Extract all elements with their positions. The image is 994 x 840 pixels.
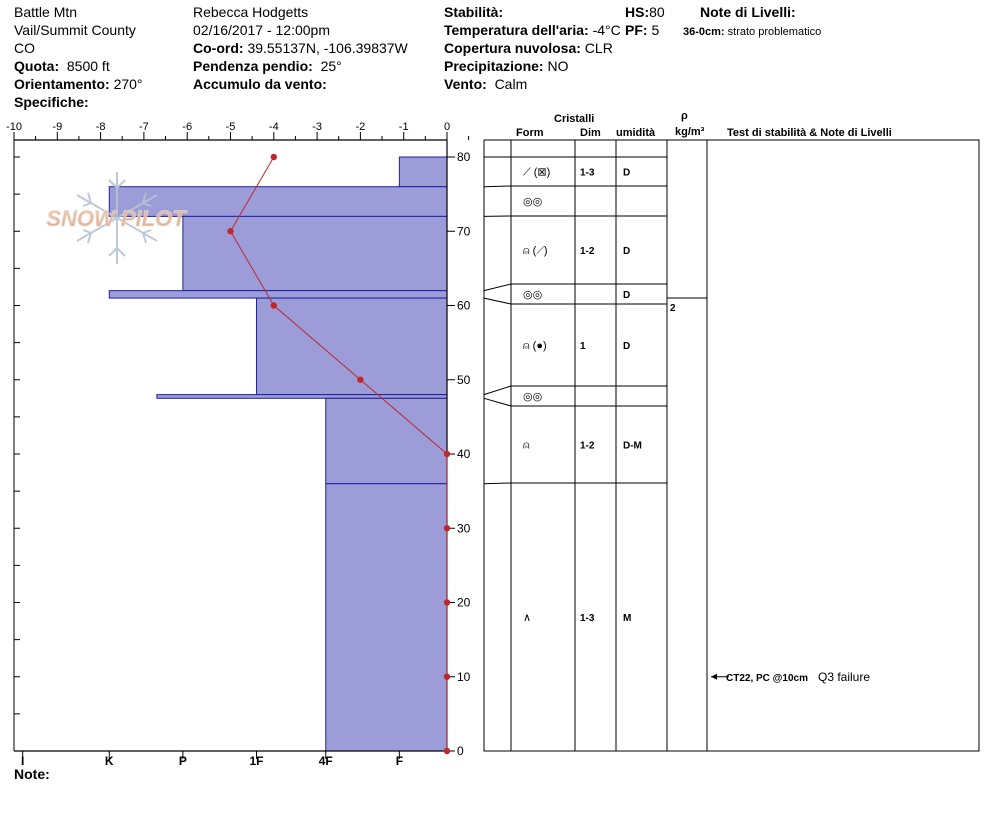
wind-label: Vento: [444,76,487,92]
wind-value: Calm [494,76,528,92]
hardness-profile [109,157,447,751]
observer-name: Rebecca Hodgetts [193,4,309,20]
temp-tick-label: -4 [268,121,279,133]
temperature-point [444,451,450,457]
form-header: Form [516,127,544,139]
moisture-header: umidità [616,127,656,139]
height-tick-label: 40 [457,447,471,461]
moisture: D-M [623,440,642,452]
temp-tick-label: -3 [312,121,322,133]
height-tick-label: 80 [457,150,471,164]
cloud-value: CLR [584,40,613,56]
density-header-symbol: ρ [681,110,688,122]
grain-size: 1 [580,341,586,352]
grain-form-symbol: ◎◎ [523,391,543,403]
hardness-bar [183,216,447,290]
grain-form-symbol: ⍝ [523,439,530,452]
height-tick-label: 30 [457,521,471,536]
temperature-point [444,674,450,680]
stability-label: Stabilità: [444,4,504,20]
moisture: M [623,613,632,624]
hardness-label: I [20,754,25,768]
grain-form-symbol: ⍝ (⟋) [523,245,548,257]
hardness-bar [399,157,447,187]
height-tick-label: 10 [457,669,471,684]
grain-size: 1-2 [580,246,595,257]
moisture: D [623,167,631,179]
moisture: D [623,341,631,352]
layer-connector [484,398,511,406]
density-value: 2 [670,303,676,314]
layer-table [484,140,979,751]
specifics-label: Specifiche: [14,94,89,110]
temperature-point [357,377,363,383]
size-header: Dim [580,127,601,139]
hs-value: 80 [649,4,665,20]
layer-connector [484,186,511,187]
hardness-bar [256,298,447,395]
temp-tick-label: -5 [225,121,236,133]
grain-form-symbol: ∧ [523,612,532,624]
height-tick-label: 60 [457,298,471,313]
location-name: Battle Mtn [14,4,78,20]
pf-label: PF: [625,22,648,38]
layer-connector [484,284,511,291]
hardness-label: K [104,754,114,768]
temperature-point [444,525,450,531]
hardness-label: 1F [249,754,264,768]
temperature-point [271,154,277,160]
temp-tick-label: -7 [139,121,149,133]
grain-form-symbol: ◎◎ [523,289,543,301]
coord-value: 39.55137N, -106.39837W [247,40,408,56]
hardness-bar [109,291,447,298]
layer-note-depth: 36-0cm: [683,26,725,38]
wind-load-label: Accumulo da vento: [193,76,327,92]
grain-size: 1-3 [580,167,595,179]
temp-tick-label: 0 [443,121,451,133]
temp-tick-label: -10 [6,121,22,133]
layer-connector [484,483,511,484]
state-name: CO [14,40,35,56]
layer-connector [484,386,511,395]
temperature-point [444,599,450,605]
temp-tick-label: -1 [398,121,409,133]
height-tick-label: 0 [457,744,464,758]
cloud-label: Copertura nuvolosa: [444,40,581,56]
elevation-value: 8500 ft [66,58,110,74]
stability-header: Test di stabilità & Note di Livelli [727,127,892,139]
layer-note-text: strato problematico [727,26,822,38]
observation-datetime: 02/16/2017 - 12:00pm [193,22,330,38]
moisture: D [623,290,631,301]
hardness-bar [157,395,447,399]
height-tick-label: 70 [457,224,471,239]
air-temp-label: Temperatura dell'aria: [444,22,589,38]
slope-value: 25° [320,58,342,74]
height-tick-label: 20 [457,595,471,610]
temp-tick-label: -8 [95,121,106,133]
temperature-point [227,228,233,234]
temperature-point [271,302,277,308]
hardness-label: F [395,754,404,768]
hardness-label: 4F [318,754,333,768]
moisture: D [623,246,631,257]
elevation-label: Quota: [14,58,60,74]
air-temp-value: -4°C [592,22,621,38]
temp-tick-label: -6 [182,121,193,133]
slope-label: Pendenza pendio: [193,58,313,74]
grain-form-symbol: ⍝ (●) [523,340,547,352]
stability-test-result: CT22, PC @10cm [726,672,809,684]
coord-label: Co-ord: [193,40,244,56]
table-frame [484,140,979,751]
grain-size: 1-2 [580,440,595,452]
watermark-text: SNOW PILOT [46,206,186,231]
grain-size: 1-3 [580,613,595,624]
density-header-unit: kg/m³ [675,126,705,138]
grain-form-symbol: ◎◎ [523,196,543,208]
aspect-label: Orientamento: [14,76,110,92]
hardness-label: P [178,754,187,768]
precip-label: Precipitazione: [444,58,544,74]
temp-tick-label: -9 [52,121,63,133]
aspect-value: 270° [113,76,143,92]
temp-tick-label: -2 [355,121,366,133]
hs-label: HS: [625,4,650,20]
temperature-point [444,748,450,754]
hardness-bar [326,484,447,751]
pf-value: 5 [651,22,660,38]
notes-label: Note: [14,766,50,782]
grain-form-symbol: ⟋ (⊠) [523,166,551,179]
height-tick-label: 50 [457,372,471,387]
snowpilot-watermark [46,172,187,264]
stability-arrow [711,674,717,680]
precip-value: NO [547,58,569,74]
stability-test-note: Q3 failure [818,669,871,684]
layer-notes-label: Note di Livelli: [700,4,796,20]
crystals-header: Cristalli [554,113,595,125]
hardness-bar [326,398,447,483]
region-name: Vail/Summit County [14,22,136,38]
layer-connector [484,298,511,304]
